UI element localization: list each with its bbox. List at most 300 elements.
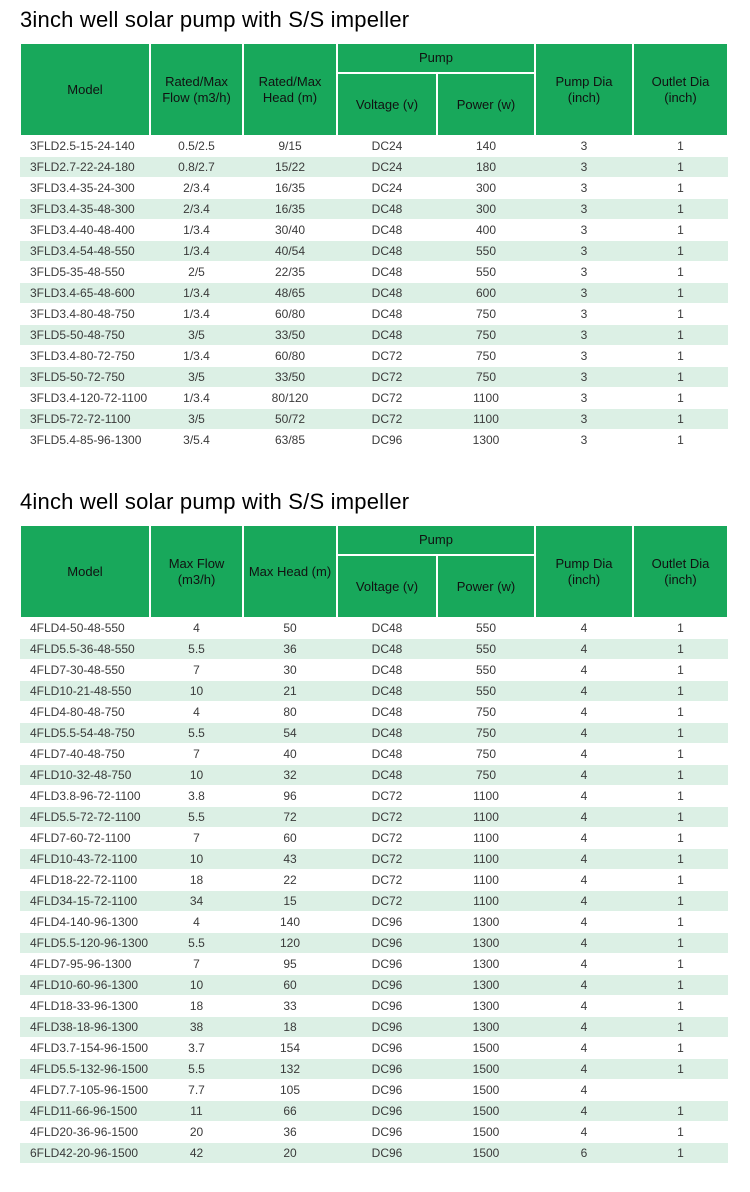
table-cell: 3FLD3.4-35-24-300 — [20, 178, 150, 199]
table-cell: DC72 — [337, 849, 437, 870]
table-cell: 750 — [437, 702, 535, 723]
table-cell: 33/50 — [243, 325, 337, 346]
table-cell: 1100 — [437, 849, 535, 870]
table-cell: 3 — [535, 178, 633, 199]
table-cell: 3FLD3.4-80-48-750 — [20, 304, 150, 325]
table-row — [20, 639, 728, 660]
col-header-pump-dia: Pump Dia (inch) — [535, 525, 633, 618]
table-row — [20, 430, 728, 451]
table-cell: 4 — [535, 1038, 633, 1059]
table-cell: DC72 — [337, 388, 437, 409]
table-cell: 1 — [633, 430, 728, 451]
table-cell: 4FLD5.5-132-96-1500 — [20, 1059, 150, 1080]
table-cell: 66 — [243, 1101, 337, 1122]
table-cell: 3 — [535, 136, 633, 157]
table-cell: 1 — [633, 828, 728, 849]
table-cell: DC96 — [337, 1122, 437, 1143]
table-cell: 550 — [437, 660, 535, 681]
table-cell: 4FLD34-15-72-1100 — [20, 891, 150, 912]
table-row — [20, 346, 728, 367]
table-cell: 30/40 — [243, 220, 337, 241]
table-row — [20, 996, 728, 1017]
table-cell: 105 — [243, 1080, 337, 1101]
table-cell: 7.7 — [150, 1080, 243, 1101]
table-cell: 4 — [535, 702, 633, 723]
table-cell: DC48 — [337, 723, 437, 744]
table-cell: DC96 — [337, 1080, 437, 1101]
table-cell: 1 — [633, 1122, 728, 1143]
col-header-voltage: Voltage (v) — [337, 73, 437, 136]
table-cell: DC48 — [337, 304, 437, 325]
table-cell: 43 — [243, 849, 337, 870]
table-row — [20, 870, 728, 891]
table-cell: 3FLD3.4-65-48-600 — [20, 283, 150, 304]
table-cell: 1 — [633, 1143, 728, 1164]
table-row — [20, 618, 728, 639]
table-cell: 7 — [150, 954, 243, 975]
table-row — [20, 1038, 728, 1059]
table-cell: 1300 — [437, 430, 535, 451]
table-cell: 4 — [535, 681, 633, 702]
table-cell: 2/5 — [150, 262, 243, 283]
table-cell: 60 — [243, 828, 337, 849]
table-cell: 4 — [535, 996, 633, 1017]
table-cell: 4FLD10-43-72-1100 — [20, 849, 150, 870]
table-cell: DC48 — [337, 639, 437, 660]
table-cell: 4FLD7.7-105-96-1500 — [20, 1080, 150, 1101]
table-cell: 1 — [633, 1059, 728, 1080]
col-header-voltage: Voltage (v) — [337, 555, 437, 618]
table-cell: 4FLD18-33-96-1300 — [20, 996, 150, 1017]
table-cell: 4FLD5.5-36-48-550 — [20, 639, 150, 660]
table-cell: 1 — [633, 346, 728, 367]
table-cell: 4 — [535, 1080, 633, 1101]
table-cell: 3 — [535, 199, 633, 220]
table-cell: 4 — [535, 1122, 633, 1143]
table-cell: 4 — [150, 702, 243, 723]
table-cell: 3FLD3.4-35-48-300 — [20, 199, 150, 220]
table-row — [20, 744, 728, 765]
table-cell: 4FLD20-36-96-1500 — [20, 1122, 150, 1143]
table-header-3inch — [20, 43, 728, 136]
table-row — [20, 807, 728, 828]
table-cell: 10 — [150, 975, 243, 996]
table-cell: 15/22 — [243, 157, 337, 178]
col-header-model: Model — [20, 525, 150, 618]
table-cell — [633, 1080, 728, 1101]
table-cell: 3FLD5.4-85-96-1300 — [20, 430, 150, 451]
table-row — [20, 262, 728, 283]
table-cell: 1 — [633, 954, 728, 975]
col-header-head: Rated/Max Head (m) — [243, 43, 337, 136]
table-cell: 36 — [243, 1122, 337, 1143]
table-cell: 2/3.4 — [150, 199, 243, 220]
table-cell: 4 — [535, 618, 633, 639]
table-cell: 300 — [437, 178, 535, 199]
table-cell: 3 — [535, 430, 633, 451]
table-cell: 3FLD3.4-120-72-1100 — [20, 388, 150, 409]
table-row — [20, 199, 728, 220]
table-row — [20, 304, 728, 325]
table-cell: 63/85 — [243, 430, 337, 451]
table-cell: 1 — [633, 304, 728, 325]
table-cell: 3/5 — [150, 367, 243, 388]
table-cell: DC72 — [337, 870, 437, 891]
table-row — [20, 765, 728, 786]
table-cell: DC48 — [337, 765, 437, 786]
table-cell: 120 — [243, 933, 337, 954]
table-cell: 1/3.4 — [150, 283, 243, 304]
table-cell: 1 — [633, 136, 728, 157]
table-cell: DC72 — [337, 409, 437, 430]
table-cell: 5.5 — [150, 807, 243, 828]
table-cell: 4 — [535, 723, 633, 744]
table-cell: 1 — [633, 912, 728, 933]
table-cell: 18 — [150, 870, 243, 891]
table-cell: 550 — [437, 618, 535, 639]
table-cell: 1 — [633, 325, 728, 346]
table-cell: DC48 — [337, 262, 437, 283]
table-cell: 180 — [437, 157, 535, 178]
table-cell: 1 — [633, 639, 728, 660]
table-cell: 4FLD18-22-72-1100 — [20, 870, 150, 891]
table-row — [20, 723, 728, 744]
table-cell: 1 — [633, 1038, 728, 1059]
table-cell: 10 — [150, 765, 243, 786]
table-row — [20, 702, 728, 723]
spec-table-3inch — [20, 43, 728, 451]
table-cell: DC72 — [337, 828, 437, 849]
table-cell: DC72 — [337, 891, 437, 912]
table-cell: 750 — [437, 723, 535, 744]
table-cell: 6 — [535, 1143, 633, 1164]
table-cell: 3FLD5-50-48-750 — [20, 325, 150, 346]
table-cell: 50/72 — [243, 409, 337, 430]
table-cell: 1 — [633, 283, 728, 304]
table-row — [20, 828, 728, 849]
table-cell: 1300 — [437, 954, 535, 975]
table-cell: 80 — [243, 702, 337, 723]
table-cell: 4FLD4-80-48-750 — [20, 702, 150, 723]
table-cell: DC48 — [337, 199, 437, 220]
table-row — [20, 1017, 728, 1038]
table-cell: 140 — [243, 912, 337, 933]
section-title-4inch: 4inch well solar pump with S/S impeller — [20, 489, 410, 514]
table-cell: 1 — [633, 891, 728, 912]
table-cell: DC24 — [337, 136, 437, 157]
table-cell: 1 — [633, 786, 728, 807]
table-row — [20, 409, 728, 430]
table-cell: 2/3.4 — [150, 178, 243, 199]
table-cell: 40 — [243, 744, 337, 765]
table-cell: 3 — [535, 262, 633, 283]
table-cell: DC96 — [337, 975, 437, 996]
table-cell: 4FLD7-30-48-550 — [20, 660, 150, 681]
table-row — [20, 786, 728, 807]
table-row — [20, 241, 728, 262]
table-cell: 750 — [437, 744, 535, 765]
table-cell: 20 — [150, 1122, 243, 1143]
table-cell: 4 — [535, 660, 633, 681]
table-cell: DC96 — [337, 1143, 437, 1164]
table-cell: 34 — [150, 891, 243, 912]
table-cell: 15 — [243, 891, 337, 912]
table-cell: 1500 — [437, 1122, 535, 1143]
table-cell: 5.5 — [150, 723, 243, 744]
table-cell: 4FLD5.5-72-72-1100 — [20, 807, 150, 828]
table-cell: 32 — [243, 765, 337, 786]
table-cell: 1 — [633, 220, 728, 241]
table-cell: 4FLD3.7-154-96-1500 — [20, 1038, 150, 1059]
table-cell: 5.5 — [150, 639, 243, 660]
table-cell: 1/3.4 — [150, 220, 243, 241]
table-cell: 1 — [633, 241, 728, 262]
table-cell: 21 — [243, 681, 337, 702]
table-cell: DC72 — [337, 786, 437, 807]
table-cell: 4 — [535, 891, 633, 912]
table-cell: 550 — [437, 241, 535, 262]
table-cell: 4 — [535, 1101, 633, 1122]
table-cell: DC48 — [337, 241, 437, 262]
table-cell: DC96 — [337, 954, 437, 975]
section-4inch-pumps — [20, 488, 728, 1164]
table-cell: 3FLD5-72-72-1100 — [20, 409, 150, 430]
table-cell: DC96 — [337, 996, 437, 1017]
table-cell: 750 — [437, 304, 535, 325]
table-cell: 16/35 — [243, 199, 337, 220]
table-cell: 16/35 — [243, 178, 337, 199]
table-cell: 4FLD7-60-72-1100 — [20, 828, 150, 849]
table-cell: 1 — [633, 367, 728, 388]
table-cell: DC48 — [337, 283, 437, 304]
table-cell: 1300 — [437, 996, 535, 1017]
table-row — [20, 975, 728, 996]
table-cell: DC96 — [337, 1059, 437, 1080]
table-cell: 4 — [535, 1059, 633, 1080]
table-cell: 600 — [437, 283, 535, 304]
table-cell: 550 — [437, 639, 535, 660]
table-cell: 4FLD10-21-48-550 — [20, 681, 150, 702]
table-cell: 154 — [243, 1038, 337, 1059]
table-cell: 7 — [150, 660, 243, 681]
table-cell: 7 — [150, 744, 243, 765]
table-cell: 1500 — [437, 1101, 535, 1122]
table-cell: 1100 — [437, 891, 535, 912]
table-cell: 3FLD3.4-80-72-750 — [20, 346, 150, 367]
table-cell: 4FLD5.5-120-96-1300 — [20, 933, 150, 954]
table-row — [20, 891, 728, 912]
table-cell: DC48 — [337, 660, 437, 681]
table-cell: 4 — [535, 828, 633, 849]
table-cell: 4 — [150, 912, 243, 933]
table-row — [20, 849, 728, 870]
table-cell: 4 — [535, 954, 633, 975]
section-3inch-pumps — [20, 6, 728, 451]
col-header-power: Power (w) — [437, 555, 535, 618]
table-row — [20, 1143, 728, 1164]
table-cell: 550 — [437, 681, 535, 702]
table-cell: 40/54 — [243, 241, 337, 262]
table-cell: DC24 — [337, 178, 437, 199]
table-cell: 3.7 — [150, 1038, 243, 1059]
table-cell: 1 — [633, 262, 728, 283]
table-cell: 20 — [243, 1143, 337, 1164]
table-cell: 54 — [243, 723, 337, 744]
table-cell: 1 — [633, 702, 728, 723]
table-cell: DC96 — [337, 1101, 437, 1122]
table-cell: 3 — [535, 283, 633, 304]
table-cell: 5.5 — [150, 933, 243, 954]
table-cell: 1500 — [437, 1080, 535, 1101]
table-cell: 18 — [150, 996, 243, 1017]
table-cell: 400 — [437, 220, 535, 241]
table-cell: 4 — [535, 807, 633, 828]
table-cell: 50 — [243, 618, 337, 639]
table-cell: 750 — [437, 325, 535, 346]
col-header-pump-group: Pump — [337, 525, 535, 555]
table-cell: 1300 — [437, 933, 535, 954]
table-cell: DC72 — [337, 807, 437, 828]
table-cell: 1100 — [437, 828, 535, 849]
table-cell: 33 — [243, 996, 337, 1017]
table-cell: 4 — [535, 765, 633, 786]
table-cell: 60/80 — [243, 346, 337, 367]
table-row — [20, 388, 728, 409]
table-cell: 4 — [535, 786, 633, 807]
col-header-outlet-dia: Outlet Dia (inch) — [633, 43, 728, 136]
table-cell: 0.5/2.5 — [150, 136, 243, 157]
table-header-4inch — [20, 525, 728, 618]
table-cell: 750 — [437, 346, 535, 367]
table-row — [20, 1101, 728, 1122]
table-cell: 4FLD11-66-96-1500 — [20, 1101, 150, 1122]
table-cell: 1/3.4 — [150, 388, 243, 409]
table-cell: 4FLD4-50-48-550 — [20, 618, 150, 639]
table-cell: 1 — [633, 765, 728, 786]
table-cell: 3/5.4 — [150, 430, 243, 451]
table-cell: 1 — [633, 807, 728, 828]
table-cell: 3FLD5-35-48-550 — [20, 262, 150, 283]
table-cell: 80/120 — [243, 388, 337, 409]
table-cell: DC72 — [337, 346, 437, 367]
table-cell: 42 — [150, 1143, 243, 1164]
table-cell: 6FLD42-20-96-1500 — [20, 1143, 150, 1164]
table-cell: 9/15 — [243, 136, 337, 157]
table-cell: 1500 — [437, 1143, 535, 1164]
table-cell: 22/35 — [243, 262, 337, 283]
table-cell: 1 — [633, 199, 728, 220]
col-header-power: Power (w) — [437, 73, 535, 136]
table-cell: 4 — [535, 1017, 633, 1038]
table-cell: 36 — [243, 639, 337, 660]
table-cell: 1 — [633, 849, 728, 870]
table-cell: 4 — [535, 933, 633, 954]
col-header-flow: Rated/Max Flow (m3/h) — [150, 43, 243, 136]
table-cell: 1100 — [437, 786, 535, 807]
col-header-model: Model — [20, 43, 150, 136]
table-cell: 1500 — [437, 1059, 535, 1080]
table-cell: 4FLD7-40-48-750 — [20, 744, 150, 765]
table-row — [20, 325, 728, 346]
table-cell: 10 — [150, 849, 243, 870]
section-title-3inch: 3inch well solar pump with S/S impeller — [20, 7, 410, 32]
table-cell: 1 — [633, 723, 728, 744]
table-cell: 48/65 — [243, 283, 337, 304]
table-row — [20, 283, 728, 304]
table-cell: 11 — [150, 1101, 243, 1122]
table-cell: 1 — [633, 1017, 728, 1038]
table-cell: 3.8 — [150, 786, 243, 807]
table-cell: 132 — [243, 1059, 337, 1080]
table-cell: 3FLD2.7-22-24-180 — [20, 157, 150, 178]
table-cell: 4FLD7-95-96-1300 — [20, 954, 150, 975]
table-cell: 60/80 — [243, 304, 337, 325]
table-cell: 3 — [535, 388, 633, 409]
table-cell: 4FLD10-32-48-750 — [20, 765, 150, 786]
table-cell: 3FLD3.4-54-48-550 — [20, 241, 150, 262]
table-cell: 3 — [535, 367, 633, 388]
table-cell: 3 — [535, 157, 633, 178]
table-body-4inch — [20, 618, 728, 1164]
table-cell: 3 — [535, 241, 633, 262]
table-body-3inch — [20, 136, 728, 451]
table-cell: 1300 — [437, 975, 535, 996]
table-row — [20, 367, 728, 388]
table-cell: DC96 — [337, 430, 437, 451]
table-cell: 5.5 — [150, 1059, 243, 1080]
table-cell: 1 — [633, 1101, 728, 1122]
table-cell: 3/5 — [150, 325, 243, 346]
table-cell: 10 — [150, 681, 243, 702]
table-cell: 750 — [437, 765, 535, 786]
table-cell: 1 — [633, 870, 728, 891]
table-cell: DC48 — [337, 681, 437, 702]
col-header-flow: Max Flow (m3/h) — [150, 525, 243, 618]
table-row — [20, 912, 728, 933]
table-cell: 3 — [535, 325, 633, 346]
col-header-head: Max Head (m) — [243, 525, 337, 618]
table-cell: 3FLD2.5-15-24-140 — [20, 136, 150, 157]
spec-table-4inch — [20, 525, 728, 1164]
table-cell: 4 — [535, 849, 633, 870]
table-cell: 1300 — [437, 912, 535, 933]
table-cell: 1 — [633, 618, 728, 639]
table-cell: 4 — [535, 744, 633, 765]
table-cell: 4FLD10-60-96-1300 — [20, 975, 150, 996]
table-row — [20, 136, 728, 157]
table-cell: 33/50 — [243, 367, 337, 388]
table-cell: 95 — [243, 954, 337, 975]
col-header-pump-group: Pump — [337, 43, 535, 73]
col-header-pump-dia: Pump Dia (inch) — [535, 43, 633, 136]
table-cell: 0.8/2.7 — [150, 157, 243, 178]
table-cell: 72 — [243, 807, 337, 828]
table-row — [20, 681, 728, 702]
table-cell: DC48 — [337, 702, 437, 723]
table-cell: 1 — [633, 681, 728, 702]
table-cell: DC96 — [337, 1017, 437, 1038]
table-cell: 60 — [243, 975, 337, 996]
table-cell: 4 — [535, 975, 633, 996]
table-cell: DC48 — [337, 744, 437, 765]
table-row — [20, 660, 728, 681]
table-cell: DC48 — [337, 220, 437, 241]
table-cell: DC72 — [337, 367, 437, 388]
table-cell: 1100 — [437, 807, 535, 828]
table-cell: 18 — [243, 1017, 337, 1038]
table-cell: 7 — [150, 828, 243, 849]
table-cell: DC24 — [337, 157, 437, 178]
